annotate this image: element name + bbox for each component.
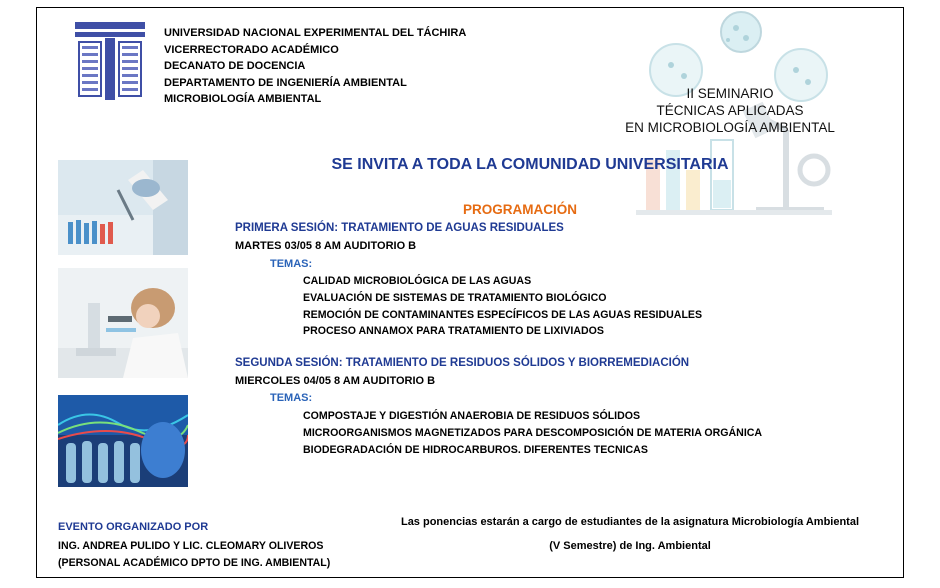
note-line: Las ponencias estarán a cargo de estudiantes de la asignatura Microbiología Ambiental (400, 516, 860, 528)
seminar-line: TÉCNICAS APLICADAS (656, 103, 804, 118)
lab-pipette-photo (58, 160, 188, 255)
topics-list (303, 408, 762, 458)
topic-item: REMOCIÓN DE CONTAMINANTES ESPECÍFICOS DE LAS AGUAS RESIDUALES (303, 308, 703, 321)
organizer-line: ING. ANDREA PULIDO Y LIC. CLEOMARY OLIVEROS (58, 540, 324, 552)
microscope-researcher-photo (58, 268, 188, 378)
topics-list (303, 273, 702, 340)
session-schedule: MIERCOLES 04/05 8 AM AUDITORIO B (235, 375, 436, 387)
topic-item: PROCESO ANNAMOX PARA TRATAMIENTO DE LIXIVIADOS (303, 325, 604, 338)
test-tubes-photo (58, 395, 188, 487)
session-title: PRIMERA SESIÓN: TRATAMIENTO DE AGUAS RESIDUALES (235, 222, 564, 234)
program-title: PROGRAMACIÓN (463, 202, 577, 217)
seminar-title (600, 85, 860, 136)
institution-line: UNIVERSIDAD NACIONAL EXPERIMENTAL DEL TÁCHIRA (164, 27, 467, 39)
institution-line: VICERRECTORADO ACADÉMICO (164, 43, 339, 56)
institution-line: MICROBIOLOGÍA AMBIENTAL (164, 93, 322, 106)
organizer-line: (PERSONAL ACADÉMICO DPTO DE ING. AMBIENTAL) (58, 556, 331, 569)
note-line: (V Semestre) de Ing. Ambiental (549, 540, 711, 552)
topic-item: EVALUACIÓN DE SISTEMAS DE TRATAMIENTO BIOLÓGICO (303, 291, 607, 304)
session-schedule: MARTES 03/05 8 AM AUDITORIO B (235, 240, 417, 252)
session-title: SEGUNDA SESIÓN: TRATAMIENTO DE RESIDUOS SÓLIDOS Y BIORREMEDIACIÓN (235, 357, 690, 369)
speakers-note (370, 510, 890, 558)
topic-item: COMPOSTAJE Y DIGESTIÓN ANAEROBIA DE RESIDUOS SÓLIDOS (303, 410, 641, 422)
organizer-title: EVENTO ORGANIZADO POR (58, 521, 209, 533)
topic-item: BIODEGRADACIÓN DE HIDROCARBUROS. DIFERENTES TECNICAS (303, 443, 648, 456)
organizer-names (58, 538, 330, 571)
topics-label: TEMAS: (270, 258, 313, 270)
institution-line: DECANATO DE DOCENCIA (164, 60, 306, 73)
institution-header (164, 25, 466, 108)
institution-line: DEPARTAMENTO DE INGENIERÍA AMBIENTAL (164, 76, 407, 89)
seminar-line: II SEMINARIO (686, 86, 774, 101)
seminar-line: EN MICROBIOLOGÍA AMBIENTAL (625, 120, 835, 135)
university-logo (75, 22, 145, 100)
topic-item: CALIDAD MICROBIOLÓGICA DE LAS AGUAS (303, 275, 532, 287)
topics-label: TEMAS: (270, 392, 313, 404)
invitation-heading: SE INVITA A TODA LA COMUNIDAD UNIVERSITARIA (331, 156, 729, 173)
topic-item: MICROORGANISMOS MAGNETIZADOS PARA DESCOMPOSICIÓN DE MATERIA ORGÁNICA (303, 426, 763, 439)
